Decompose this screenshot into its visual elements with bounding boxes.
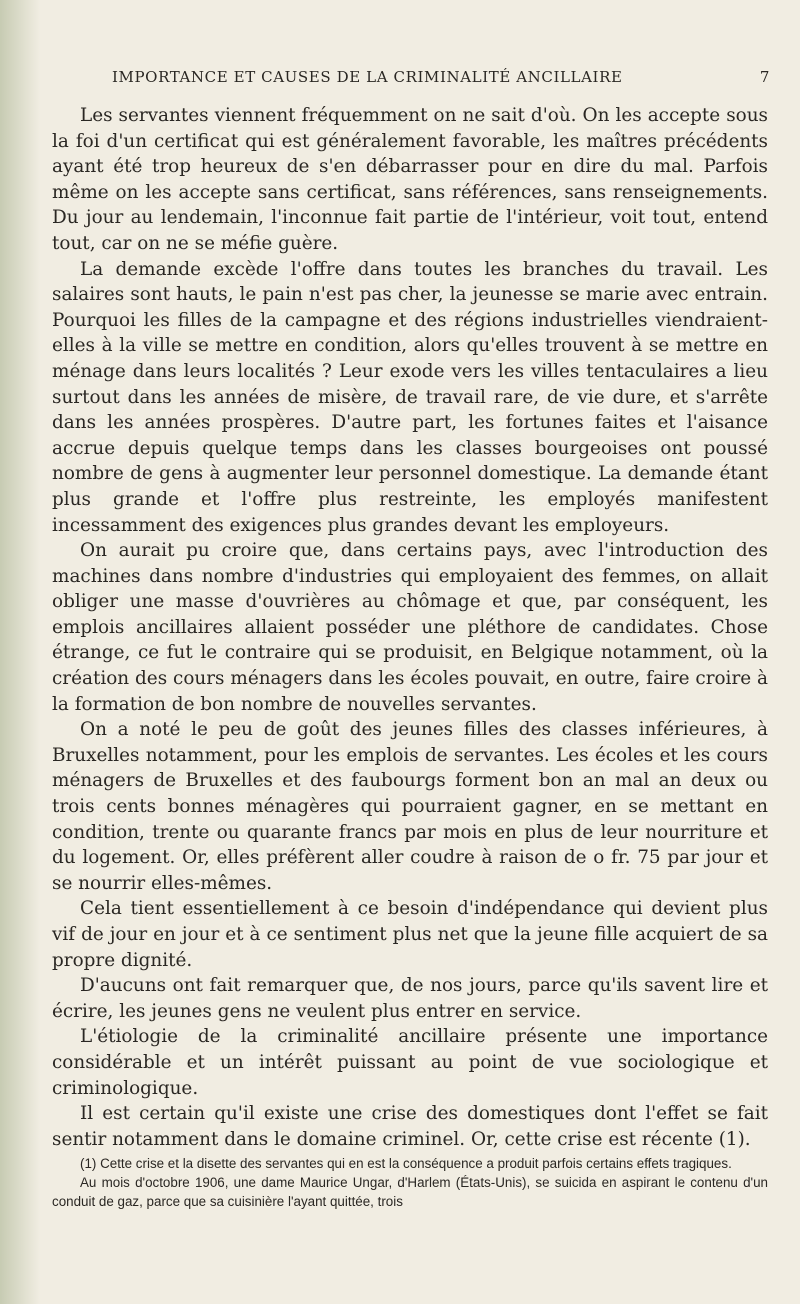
body-text (52, 103, 768, 1152)
paragraph: D'aucuns ont fait remarquer que, de nos jours, parce qu'ils savent lire et écrire, les jeunes gens ne veulent plus entrer en service. (52, 975, 768, 1022)
footnotes (52, 1154, 768, 1211)
paragraph: Cela tient essentiellement à ce besoin d'indépendance qui devient plus vif de jour en jour et à ce sentiment plus net que la jeune fille acquiert de sa propre dignité. (52, 898, 768, 971)
paragraph: Il est certain qu'il existe une crise des domestiques dont l'effet se fait sentir notamment dans le domaine criminel. Or, cette crise est récente (1). (52, 1103, 768, 1150)
paragraph: Les servantes viennent fréquemment on ne sait d'où. On les accepte sous la foi d'un certificat qui est généralement favorable, les maîtres précédents ayant été trop heureux de s'en débarrasser pour en dire du mal. Parfois même on les accepte sans certificat, sans références, sans renseignements. Du jour au lendemain, l'inconnue fait partie de l'intérieur, voit tout, entend tout, car on ne se méfie guère. (52, 105, 768, 254)
footnote: (1) Cette crise et la disette des servantes qui en est la conséquence a produit parfois certains effets tragiques. (80, 1156, 732, 1171)
page-number: 7 (759, 68, 770, 86)
paragraph: On a noté le peu de goût des jeunes filles des classes inférieures, à Bruxelles notamment, pour les emplois de servantes. Les écoles et les cours ménagers de Bruxelles et des faubourgs forment bon an mal an deux ou trois cents bonnes ménagères qui pourraient gagner, en se mettant en condition, trente ou quarante francs par mois en plus de leur nourriture et du logement. Or, elles préfèrent aller coudre à raison de o fr. 75 par jour et se nourrir elles-mêmes. (52, 719, 768, 894)
paragraph: L'étiologie de la criminalité ancillaire présente une importance considérable et un intérêt puissant au point de vue sociologique et criminologique. (52, 1026, 768, 1099)
running-header (108, 68, 770, 92)
paragraph: La demande excède l'offre dans toutes les branches du travail. Les salaires sont hauts, le pain n'est pas cher, la jeunesse se marie avec entrain. Pourquoi les filles de la campagne et des régions industrielles viendraient-elles à la ville se mettre en condition, alors qu'elles trouvent à se mettre en ménage dans leurs localités ? Leur exode vers les villes tentaculaires a lieu surtout dans les années de misère, de travail rare, de vie dure, et s'arrête dans les années prospères. D'autre part, les fortunes faites et l'aisance accrue depuis quelque temps dans les classes bourgeoises ont poussé nombre de gens à augmenter leur personnel domestique. La demande étant plus grande et l'offre plus restreinte, les employés manifestent incessamment des exigences plus grandes devant les employeurs. (52, 258, 768, 536)
running-title: IMPORTANCE ET CAUSES DE LA CRIMINALITÉ ANCILLAIRE (112, 68, 623, 86)
page-edge-shadow (0, 0, 40, 1304)
footnote: Au mois d'octobre 1906, une dame Maurice Ungar, d'Harlem (États-Unis), se suicida en aspirant le contenu d'un conduit de gaz, parce que sa cuisinière l'ayant quittée, trois (52, 1175, 768, 1209)
paragraph: On aurait pu croire que, dans certains pays, avec l'introduction des machines dans nombre d'industries qui employaient des femmes, on allait obliger une masse d'ouvrières au chômage et que, par conséquent, les emplois ancillaires allaient posséder une pléthore de candidates. Chose étrange, ce fut le contraire qui se produisit, en Belgique notamment, où la création des cours ménagers dans les écoles pouvait, en outre, faire croire à la formation de bon nombre de nouvelles servantes. (52, 540, 768, 715)
